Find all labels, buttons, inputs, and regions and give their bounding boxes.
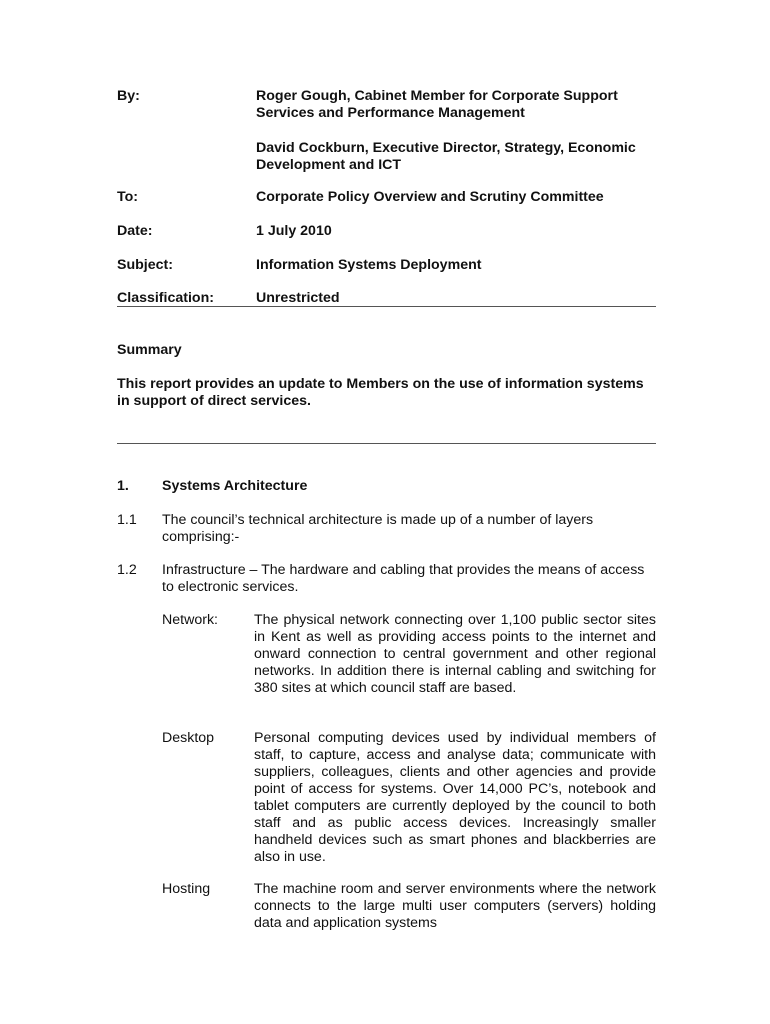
by-row bbox=[117, 88, 656, 124]
subject-value: Information Systems Deployment bbox=[256, 257, 482, 273]
summary-text: This report provides an update to Members on the use of information systems in support of direct services. bbox=[117, 376, 644, 409]
section-title: Systems Architecture bbox=[162, 478, 308, 494]
to-row bbox=[117, 189, 656, 207]
date-value: 1 July 2010 bbox=[256, 223, 332, 239]
summary-heading: Summary bbox=[117, 342, 182, 358]
date-row bbox=[117, 223, 656, 241]
hosting-label: Hosting bbox=[162, 881, 211, 897]
subject-row bbox=[117, 257, 656, 275]
paragraph-1-1: The council’s technical architecture is made up of a number of layers comprising:- bbox=[162, 512, 594, 545]
desktop-text: Personal computing devices used by individual members of staff, to capture, access and analyse data; communicate with suppliers, colleagues, clients and other agencies and provide point of access for systems. Over 14,000 PC’s, notebook and tablet computers are currently deployed by the council to both staff and as public access devices. Increasingly smaller handheld devices such as smart phones and blackberries are also in use. bbox=[254, 730, 656, 865]
subject-label: Subject: bbox=[117, 257, 173, 273]
to-value: Corporate Policy Overview and Scrutiny Committee bbox=[256, 189, 604, 205]
classification-label: Classification: bbox=[117, 290, 214, 306]
section-number: 1. bbox=[117, 478, 129, 494]
network-text: The physical network connecting over 1,100 public sector sites in Kent as well as providing access points to the internet and onward connection to central government and other regional networks. In addition there is internal cabling and switching for 380 sites at which council staff are based. bbox=[254, 612, 656, 696]
summary-divider bbox=[117, 443, 656, 444]
desktop-label: Desktop bbox=[162, 730, 215, 746]
classification-value: Unrestricted bbox=[256, 290, 340, 306]
header-divider bbox=[117, 306, 656, 307]
paragraph-number-1-2: 1.2 bbox=[117, 562, 137, 578]
network-label: Network: bbox=[162, 612, 218, 628]
date-label: Date: bbox=[117, 223, 153, 239]
by-label: By: bbox=[117, 88, 140, 104]
to-label: To: bbox=[117, 189, 139, 205]
paragraph-number-1-1: 1.1 bbox=[117, 512, 137, 528]
hosting-text: The machine room and server environments where the network connects to the large multi user computers (servers) holding data and application systems bbox=[254, 881, 656, 931]
by-value-2: David Cockburn, Executive Director, Strategy, Economic Development and ICT bbox=[256, 140, 636, 173]
paragraph-1-2: Infrastructure – The hardware and cabling that provides the means of access to electronic services. bbox=[162, 562, 645, 595]
by-row-2 bbox=[117, 140, 656, 176]
by-value-1: Roger Gough, Cabinet Member for Corporate Support Services and Performance Management bbox=[256, 88, 618, 121]
